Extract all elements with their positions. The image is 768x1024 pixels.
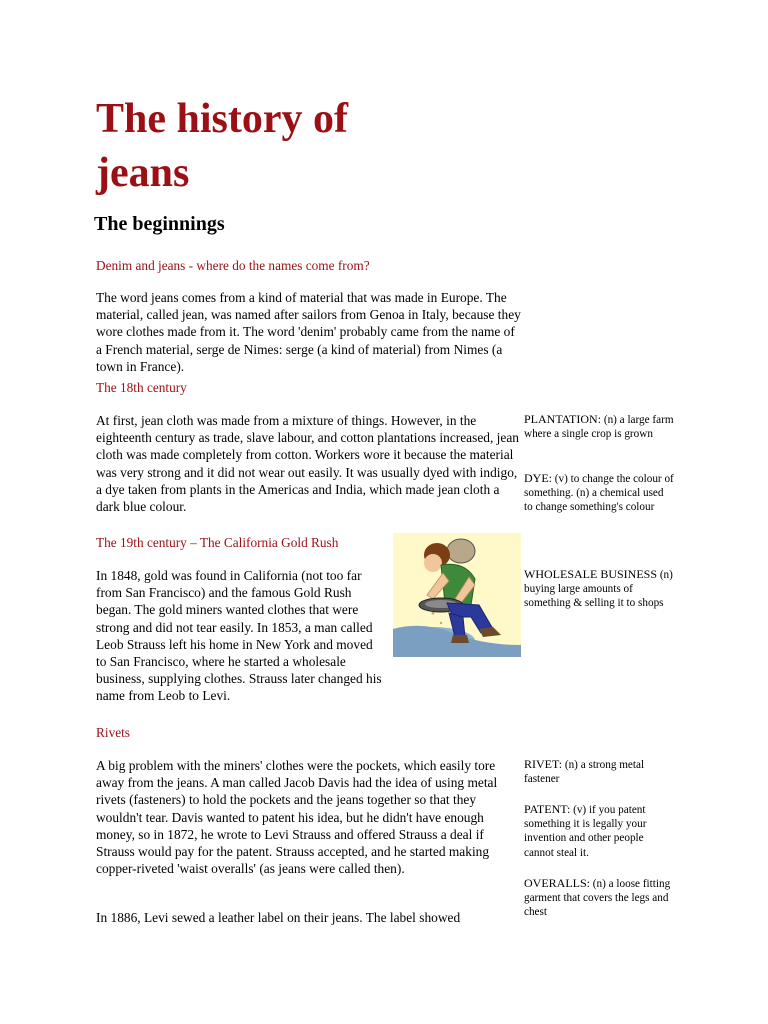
glossary-definition: (v) to change the colour of something. (n) a chemical used to change something's colour [524,473,674,514]
glossary-plantation [524,412,674,441]
paragraph-leather-label: In 1886, Levi sewed a leather label on their jeans. The label showed [96,910,461,925]
glossary-dye [524,471,674,515]
paragraph-gold-rush: In 1848, gold was found in California (not too far from San Francisco) and the famous Gold Rush began. The gold miners wanted clothes that were strong and did not tear easily. In 1853, a man called Leob Strauss left his home in New York and moved to San Francisco, where he started a wholesale business, supplying clothes. Strauss later changed his name from Leob to Levi. [96,568,382,704]
glossary-term: WHOLESALE BUSINESS [524,567,658,581]
glossary-definition: (n) a strong metal fastener [524,759,645,786]
glossary-term: DYE: [524,471,552,485]
glossary-term: PLANTATION: [524,412,602,426]
subheading-gold-rush: The 19th century – The California Gold Rush [96,535,339,550]
paragraph-names: The word jeans comes from a kind of material that was made in Europe. The material, called jean, was named after sailors from Genoa in Italy, because they wore clothes made from it. The word 'denim' probably came from the name of a French material, serge de Nimes: serge (a kind of material) from Nimes (a town in France). [96,290,521,374]
glossary-term: PATENT: [524,802,571,816]
title-line-1: The history of [96,96,348,142]
glossary-definition: (n) a large farm where a single crop is grown [524,414,674,441]
gold-miner-illustration [393,533,521,657]
glossary-overalls [524,876,672,920]
page-title [96,92,426,200]
glossary-patent [524,802,674,860]
glossary-definition: (v) if you patent something it is legally your invention and other people cannot steal it. [524,804,647,859]
glossary-term: RIVET: [524,757,563,771]
glossary-rivet [524,757,672,786]
glossary-definition: (n) buying large amounts of something & selling it to shops [524,569,673,610]
glossary-definition: (n) a loose fitting garment that covers the legs and chest [524,878,671,919]
subheading-names: Denim and jeans - where do the names come from? [96,258,370,273]
paragraph-18th-century: At first, jean cloth was made from a mixture of things. However, in the eighteenth century as trade, slave labour, and cotton plantations increased, jean cloth was made completely from cotton. Workers wore it because the material was very strong and it did not wear out easily. It was usually dyed with indigo, a dye taken from plants in the Americas and India, which made jean cloth a dark blue colour. [96,413,519,515]
subheading-18th-century: The 18th century [96,380,187,395]
glossary-wholesale-business [524,567,676,611]
paragraph-rivets: A big problem with the miners' clothes were the pockets, which easily tore away from the jeans. A man called Jacob Davis had the idea of using metal rivets (fasteners) to hold the pockets and the jeans together so that they wouldn't tear. Davis wanted to patent his idea, but he didn't have enough money, so in 1872, he wrote to Levi Strauss and offered Strauss a deal if Strauss would pay for the patent. Strauss accepted, and he started making copper-riveted 'waist overalls' (as jeans were called then). [96,758,498,877]
glossary-term: OVERALLS: [524,876,590,890]
subheading-rivets: Rivets [96,725,130,740]
section-heading: The beginnings [94,213,225,235]
title-line-2: jeans [96,150,190,196]
